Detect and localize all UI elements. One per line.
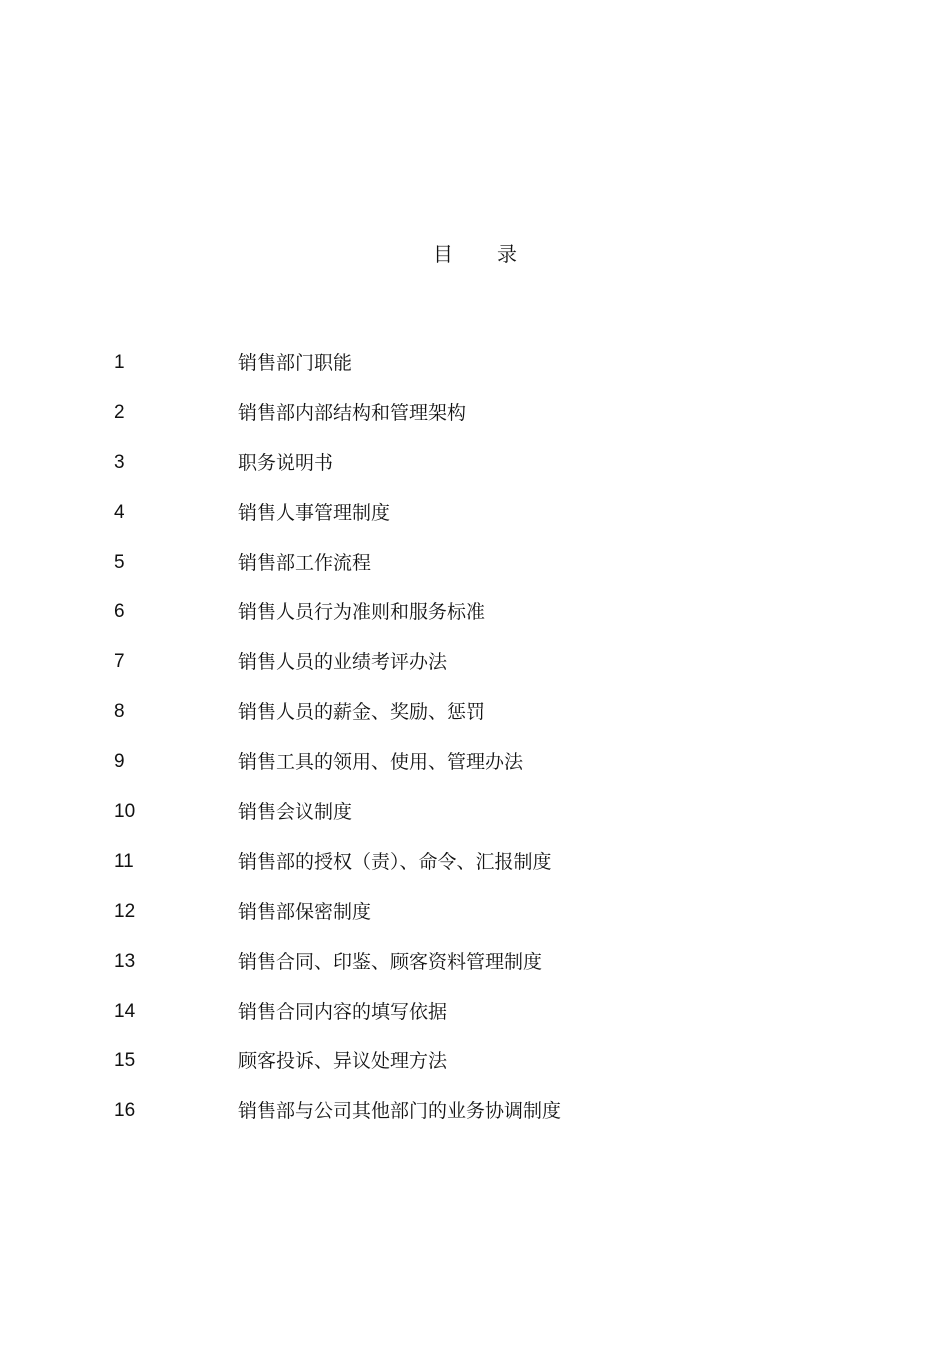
toc-entry-text: 销售部门职能 — [238, 351, 353, 374]
toc-entry — [114, 338, 874, 388]
toc-entry-number: 14 — [114, 1000, 136, 1022]
toc-entry — [114, 438, 874, 488]
toc-entry-number: 6 — [114, 601, 125, 623]
toc-entry-text: 顾客投诉、异议处理方法 — [238, 1050, 448, 1073]
toc-entry — [114, 538, 874, 588]
toc-entry-text: 销售部保密制度 — [238, 900, 372, 923]
toc-entry — [114, 1036, 874, 1086]
toc-entry — [114, 488, 874, 538]
toc-entry — [114, 1086, 874, 1136]
toc-entry-text: 销售工具的领用、使用、管理办法 — [238, 751, 524, 774]
toc-entry — [114, 637, 874, 687]
toc-entry-text: 销售会议制度 — [238, 800, 353, 823]
title-char-1: 目 — [433, 242, 453, 266]
toc-entry-number: 8 — [114, 701, 125, 723]
toc-entry-text: 销售人事管理制度 — [238, 501, 391, 524]
toc-entry — [114, 737, 874, 787]
toc-entry-number: 12 — [114, 900, 136, 922]
toc-entry-text: 销售合同内容的填写依据 — [238, 1000, 448, 1023]
toc-entry-number: 2 — [114, 401, 125, 423]
toc-entry-text: 职务说明书 — [238, 451, 334, 474]
toc-list — [114, 338, 874, 1136]
toc-entry — [114, 987, 874, 1037]
toc-entry-number: 11 — [114, 850, 134, 872]
toc-entry-number: 5 — [114, 551, 125, 573]
toc-entry-number: 4 — [114, 501, 125, 523]
toc-entry — [114, 687, 874, 737]
toc-entry — [114, 837, 874, 887]
toc-entry-number: 13 — [114, 950, 136, 972]
toc-entry-number: 7 — [114, 651, 125, 673]
toc-entry-text: 销售部工作流程 — [238, 551, 372, 574]
title-char-2: 录 — [497, 242, 517, 266]
toc-entry-number: 9 — [114, 751, 125, 773]
toc-entry-text: 销售人员的薪金、奖励、惩罚 — [238, 701, 486, 724]
toc-entry-number: 3 — [114, 451, 125, 473]
toc-entry-number: 1 — [114, 351, 125, 373]
toc-entry-number: 16 — [114, 1100, 136, 1122]
toc-entry-text: 销售合同、印鉴、顾客资料管理制度 — [238, 950, 543, 973]
page-title — [0, 240, 950, 268]
toc-entry-text: 销售部内部结构和管理架构 — [238, 401, 467, 424]
toc-entry-text: 销售人员行为准则和服务标准 — [238, 601, 486, 624]
toc-entry-text: 销售部的授权（责）、命令、汇报制度 — [238, 850, 552, 873]
toc-entry — [114, 388, 874, 438]
toc-entry-number: 15 — [114, 1050, 136, 1072]
toc-entry — [114, 787, 874, 837]
toc-entry — [114, 937, 874, 987]
toc-entry — [114, 887, 874, 937]
toc-entry-text: 销售部与公司其他部门的业务协调制度 — [238, 1100, 562, 1123]
toc-entry-text: 销售人员的业绩考评办法 — [238, 651, 448, 674]
toc-entry-number: 10 — [114, 800, 136, 822]
toc-entry — [114, 587, 874, 637]
